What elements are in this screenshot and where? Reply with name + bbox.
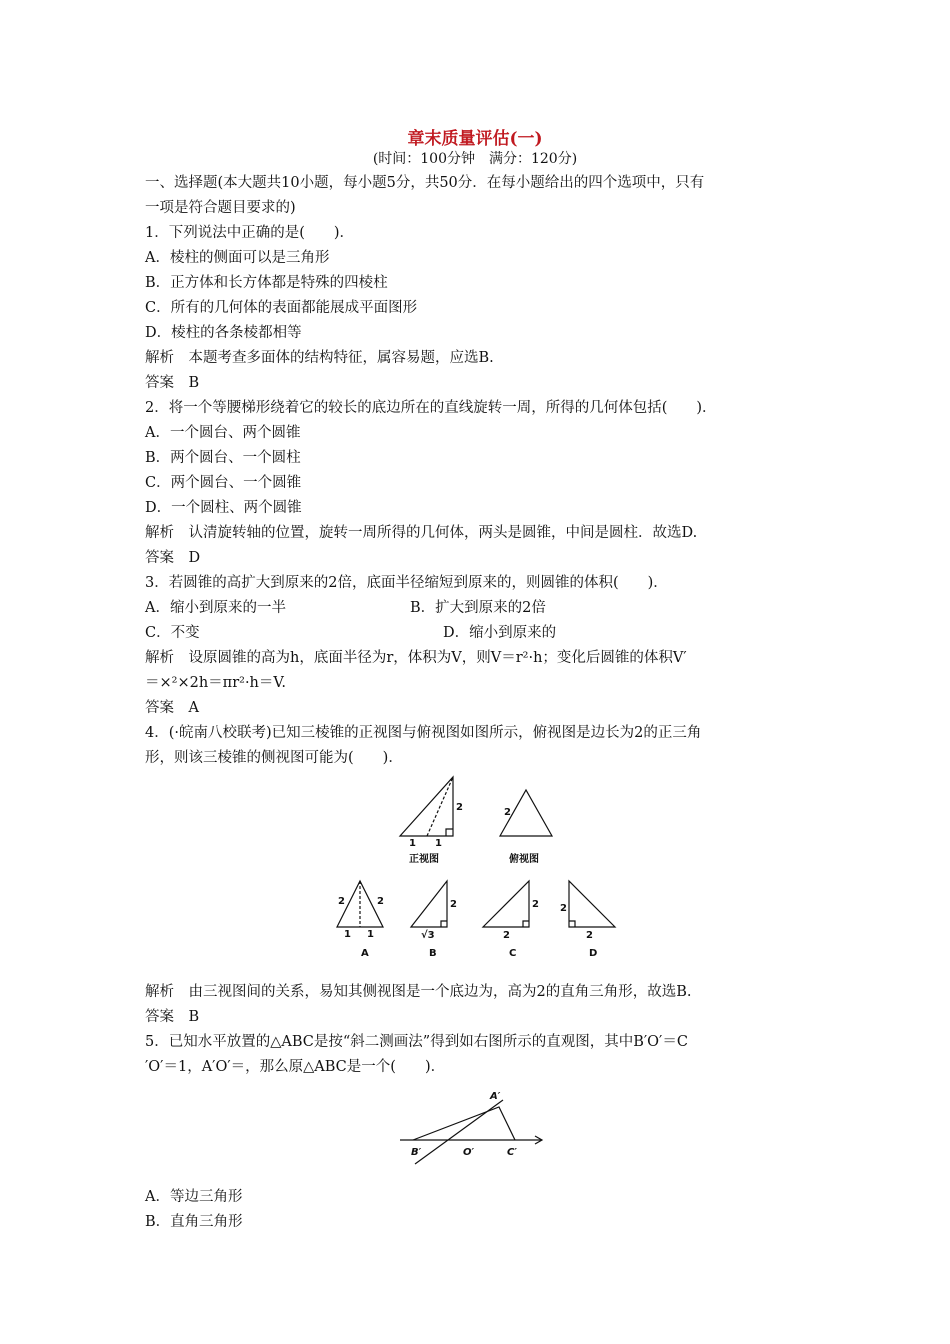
question-5-stem-cont: ′O′＝1，A′O′＝，那么原△ABC是一个( )． [145,1059,446,1075]
point-o-label: O′ [463,1147,475,1158]
document-body [145,171,815,1235]
section-heading: 一、选择题(本大题共10小题，每小题5分，共50分．在每小题给出的四个选项中，只有 [145,175,705,191]
question-1-option-b: B．正方体和长方体都是特殊的四棱柱 [145,275,388,291]
question-1-option-a: A．棱柱的侧面可以是三角形 [145,250,330,266]
oblique-view-diagram [145,1080,815,1185]
option-c-triangle [483,881,529,927]
question-5-option-a: A．等边三角形 [145,1189,243,1205]
option-a-side-label-right: 2 [377,896,384,907]
page-title: 章末质量评估(一) [407,129,543,149]
question-2-option-b: B．两个圆台、一个圆柱 [145,450,301,466]
question-3-answer: 答案 A [145,700,199,716]
question-1-option-d: D．棱柱的各条棱都相等 [145,325,302,341]
front-view-triangle [400,777,453,836]
three-view-diagram [145,771,815,980]
option-b-letter: B [429,948,437,959]
option-d-base-label: 2 [586,930,593,941]
option-b-height-label: 2 [450,899,457,910]
front-base-right-label: 1 [435,838,442,849]
question-4-stem: 4．(·皖南八校联考)已知三棱锥的正视图与俯视图如图所示，俯视图是边长为2的正三角 [145,725,702,741]
question-2-option-d: D．一个圆柱、两个圆锥 [145,500,302,516]
question-1-stem: 1．下列说法中正确的是( )． [145,225,355,241]
top-view-label: 俯视图 [509,854,539,865]
three-view-figure [145,771,815,980]
option-b-base-label: √3 [421,930,435,941]
question-3-options-row-1 [145,596,815,621]
option-c-base-label: 2 [503,930,510,941]
question-3-options-row-2 [145,621,815,646]
question-2-analysis: 解析 认清旋转轴的位置，旋转一周所得的几何体，两头是圆锥，中间是圆柱．故选D. [145,525,698,541]
option-b-triangle [411,881,447,927]
question-4-stem-cont: 形，则该三棱锥的侧视图可能为( )． [145,750,403,766]
option-a-side-label: 2 [338,896,345,907]
point-b-label: B′ [411,1147,422,1158]
question-3-option-d: D．缩小到原来的 [443,625,557,641]
point-c-label: C′ [507,1147,517,1158]
hidden-edge-line [427,777,453,836]
front-view-label: 正视图 [409,854,439,865]
question-3-option-c: C．不变 [145,625,200,641]
option-c-letter: C [509,948,517,959]
question-2-option-c: C．两个圆台、一个圆锥 [145,475,302,491]
question-1-answer: 答案 B [145,375,200,391]
question-5-stem: 5．已知水平放置的△ABC是按“斜二测画法”得到如右图所示的直观图，其中B′O′＝C [145,1034,688,1050]
question-1-analysis: 解析 本题考查多面体的结构特征，属容易题，应选B. [145,350,494,366]
oblique-axis-line [415,1100,503,1164]
option-b-right-angle [441,921,447,927]
option-d-letter: D [589,948,598,959]
question-2-option-a: A．一个圆台、两个圆锥 [145,425,301,441]
option-a-base-left: 1 [344,929,351,940]
question-2-stem: 2．将一个等腰梯形绕着它的较长的底边所在的直线旋转一周，所得的几何体包括( )． [145,400,717,416]
option-d-triangle [569,881,615,927]
question-1-option-c: C．所有的几何体的表面都能展成平面图形 [145,300,418,316]
front-base-left-label: 1 [409,838,416,849]
front-height-label: 2 [456,802,463,813]
question-5-option-b: B．直角三角形 [145,1214,243,1230]
option-d-right-angle [569,921,575,927]
question-3-option-a: A．缩小到原来的一半 [145,600,286,616]
page-subtitle: (时间：100分钟 满分：120分) [372,151,578,167]
question-3-analysis-cont: ＝×²×2h＝πr²·h＝V. [145,675,286,691]
question-4-analysis: 解析 由三视图间的关系，易知其侧视图是一个底边为，高为2的直角三角形，故选B. [145,984,692,1000]
top-side-label: 2 [504,807,511,818]
option-c-height-label: 2 [532,899,539,910]
triangle-abc-sides [413,1107,515,1140]
question-3-stem: 3．若圆锥的高扩大到原来的2倍，底面半径缩短到原来的，则圆锥的体积( )． [145,575,668,591]
point-a-label: A′ [490,1091,501,1102]
question-4-answer: 答案 B [145,1009,200,1025]
oblique-view-figure [145,1080,815,1185]
option-a-letter: A [361,948,369,959]
option-d-height-label: 2 [560,903,567,914]
question-3-analysis: 解析 设原圆锥的高为h，底面半径为r，体积为V，则V＝r²·h；变化后圆锥的体积V′ [145,650,687,666]
right-angle-mark [446,829,453,836]
option-a-base-right: 1 [367,929,374,940]
question-3-option-b: B．扩大到原来的2倍 [410,600,546,616]
section-heading-cont: 一项是符合题目要求的) [145,200,296,216]
question-2-answer: 答案 D [145,550,201,566]
option-c-right-angle [523,921,529,927]
